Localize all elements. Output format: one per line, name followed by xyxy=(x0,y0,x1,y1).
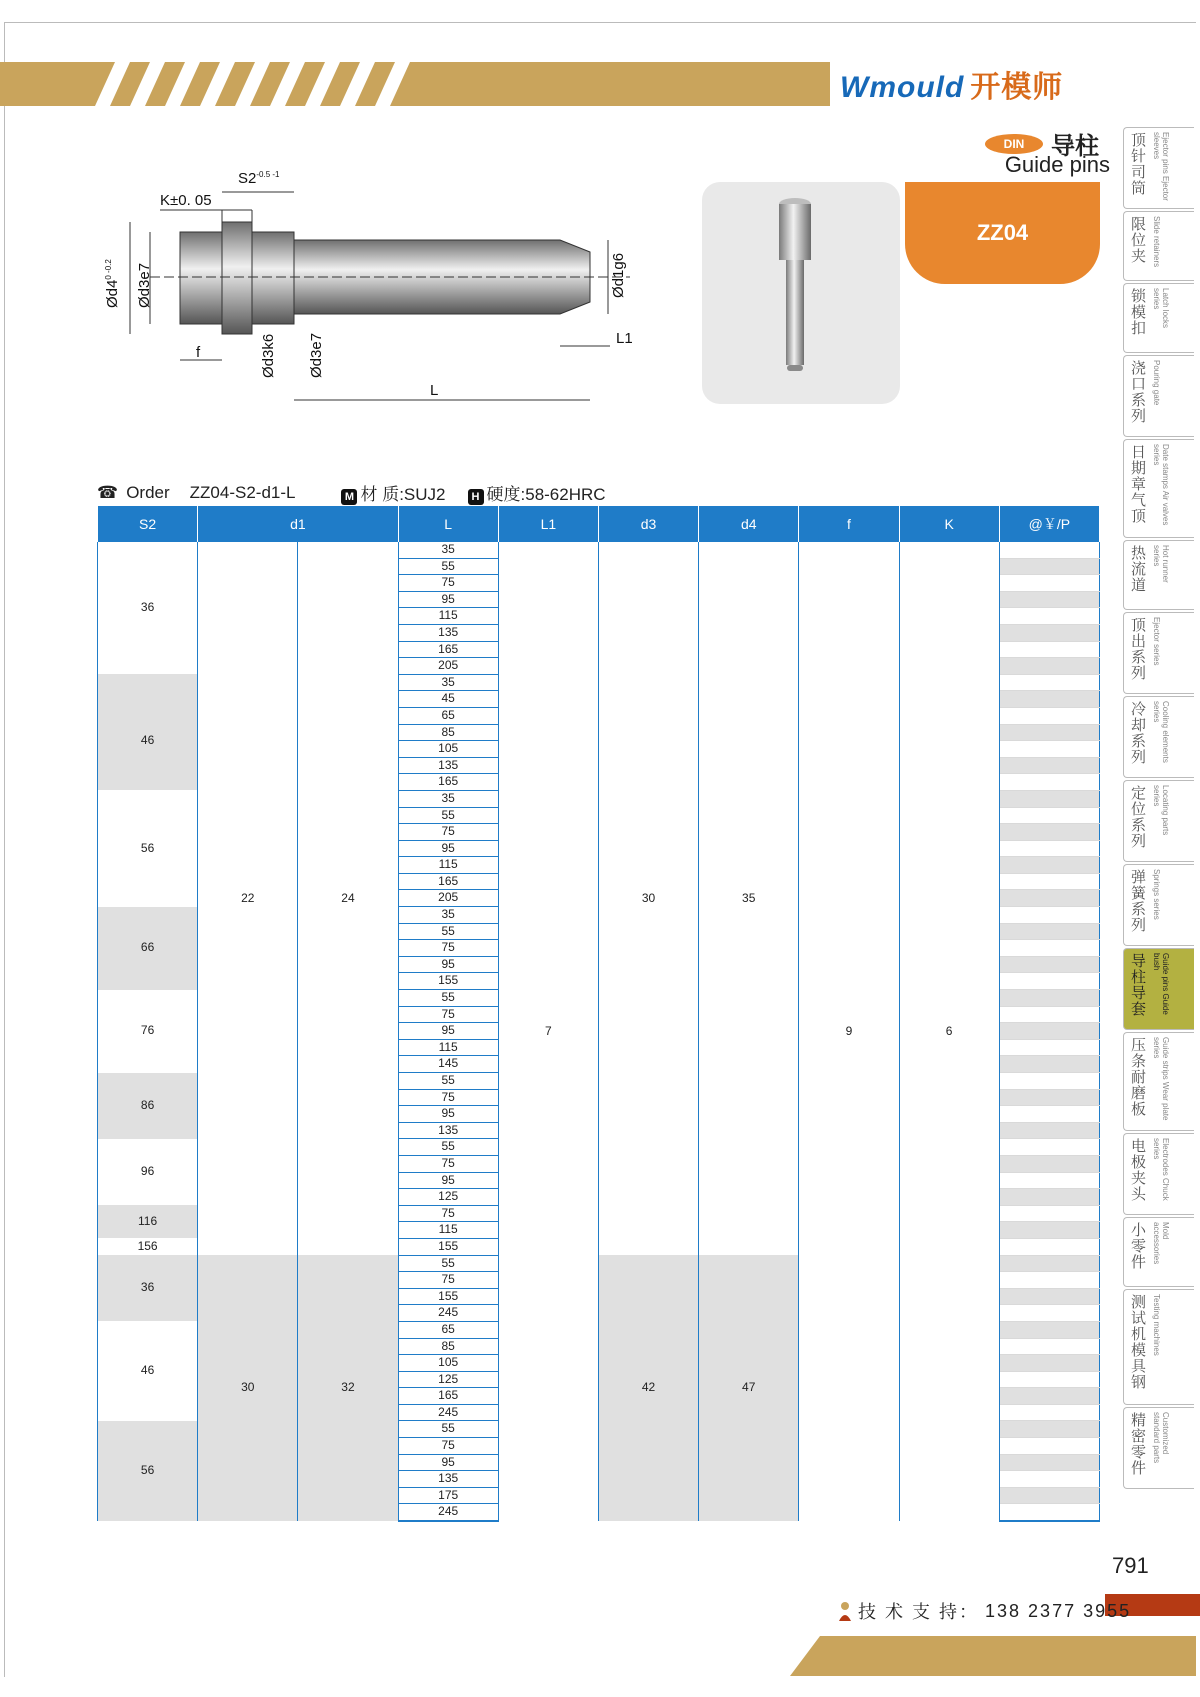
cell-l: 75 xyxy=(398,1006,498,1023)
side-tab-en-label: Guide strips Wear plate series xyxy=(1152,1037,1170,1121)
side-tab-6[interactable] xyxy=(1123,612,1194,694)
cell-l: 85 xyxy=(398,724,498,741)
col-header-price: @￥/P xyxy=(999,506,1099,542)
side-tab-label: 压条耐磨板 xyxy=(1129,1037,1146,1117)
side-tab-5[interactable] xyxy=(1123,540,1194,610)
cell-s2: 56 xyxy=(98,1421,198,1521)
cell-price[interactable] xyxy=(999,591,1099,608)
col-header-f: f xyxy=(799,506,899,542)
d4-tolerance: 0 -0.2 xyxy=(104,259,113,280)
cell-price[interactable] xyxy=(999,1073,1099,1090)
col-header-d3: d3 xyxy=(598,506,698,542)
drawing-canvas xyxy=(110,180,690,420)
cell-s2: 156 xyxy=(98,1238,198,1255)
technical-drawing xyxy=(104,170,690,420)
cell-price[interactable] xyxy=(999,1205,1099,1222)
cell-price[interactable] xyxy=(999,757,1099,774)
cell-l: 35 xyxy=(398,542,498,558)
cell-l: 175 xyxy=(398,1487,498,1504)
cell-price[interactable] xyxy=(999,1504,1099,1521)
s2-tolerance: -0.5 -1 xyxy=(256,170,280,179)
cell-d3: 30 xyxy=(598,542,698,1255)
category-side-tabs xyxy=(1123,127,1194,1491)
spec-table xyxy=(97,506,1100,1522)
d4-text: Ød4 xyxy=(104,279,121,308)
cell-l: 115 xyxy=(398,1222,498,1239)
col-header-l: L xyxy=(398,506,498,542)
phone-icon: ☎ xyxy=(97,482,119,502)
side-tab-12[interactable] xyxy=(1123,1133,1194,1215)
side-tab-en-label: Ejector series xyxy=(1152,617,1161,666)
cell-price[interactable] xyxy=(999,741,1099,758)
product-code-tab: ZZ04 xyxy=(905,182,1100,284)
side-tab-en-label: Slide retainers xyxy=(1152,216,1161,268)
side-tab-3[interactable] xyxy=(1123,355,1194,437)
cell-l: 95 xyxy=(398,1454,498,1471)
hardness-text: 硬度:58-62HRC xyxy=(486,485,606,504)
cell-price[interactable] xyxy=(999,1338,1099,1355)
cell-l: 165 xyxy=(398,774,498,791)
d4-label xyxy=(104,259,121,308)
side-tab-14[interactable] xyxy=(1123,1289,1194,1405)
cell-l: 55 xyxy=(398,1073,498,1090)
brand-logo xyxy=(840,62,1063,106)
cell-l: 165 xyxy=(398,1388,498,1405)
side-tab-label: 日期章气顶 xyxy=(1129,444,1146,524)
hardness-mark: H xyxy=(468,489,484,505)
cell-d1-a: 22 xyxy=(198,542,298,1255)
cell-price[interactable] xyxy=(999,1288,1099,1305)
d3e7-bottom-label: Ød3e7 xyxy=(308,332,325,378)
side-tab-label: 热流道 xyxy=(1129,545,1146,593)
tech-support xyxy=(838,1598,1131,1624)
cell-l: 145 xyxy=(398,1056,498,1073)
side-tab-en-label: Mold accessories xyxy=(1152,1222,1170,1265)
cell-price[interactable] xyxy=(999,575,1099,592)
side-tab-15[interactable] xyxy=(1123,1407,1194,1489)
cell-l: 205 xyxy=(398,890,498,907)
cell-l: 105 xyxy=(398,1355,498,1372)
cell-l: 125 xyxy=(398,1371,498,1388)
cell-l: 35 xyxy=(398,907,498,924)
side-tab-13[interactable] xyxy=(1123,1217,1194,1287)
cell-d1-b: 24 xyxy=(298,542,398,1255)
cell-price[interactable] xyxy=(999,990,1099,1007)
cell-d4: 47 xyxy=(699,1255,799,1521)
cell-price[interactable] xyxy=(999,674,1099,691)
din-badge: DIN xyxy=(985,134,1043,154)
cell-price[interactable] xyxy=(999,1089,1099,1106)
cell-l: 95 xyxy=(398,1172,498,1189)
cell-price[interactable] xyxy=(999,558,1099,575)
col-header-k: K xyxy=(899,506,999,542)
cell-price[interactable] xyxy=(999,1454,1099,1471)
cell-price[interactable] xyxy=(999,1355,1099,1372)
cell-s2: 46 xyxy=(98,1321,198,1421)
cell-s2: 66 xyxy=(98,907,198,990)
material-mark: M xyxy=(341,489,357,505)
cell-l: 95 xyxy=(398,591,498,608)
cell-l: 105 xyxy=(398,741,498,758)
cell-l: 55 xyxy=(398,990,498,1007)
cell-l: 205 xyxy=(398,658,498,675)
cell-l: 115 xyxy=(398,608,498,625)
product-name-cn: 导柱 xyxy=(1051,133,1099,160)
cell-l: 55 xyxy=(398,1421,498,1438)
cell-price[interactable] xyxy=(999,790,1099,807)
col-header-l1: L1 xyxy=(498,506,598,542)
cell-price[interactable] xyxy=(999,1122,1099,1139)
cell-price[interactable] xyxy=(999,1305,1099,1322)
side-tab-label: 锁模扣 xyxy=(1129,288,1146,336)
page-number: 791 xyxy=(1112,1553,1149,1578)
cell-price[interactable] xyxy=(999,624,1099,641)
cell-s2: 56 xyxy=(98,790,198,906)
side-tab-en-label: Ejector pins Ejector sleeves xyxy=(1152,132,1170,201)
cell-price[interactable] xyxy=(999,840,1099,857)
cell-l: 75 xyxy=(398,940,498,957)
cell-l: 245 xyxy=(398,1305,498,1322)
cell-s2 xyxy=(98,674,198,691)
side-tab-label: 顶针司筒 xyxy=(1129,132,1146,196)
cell-price[interactable] xyxy=(999,1106,1099,1123)
cell-l: 115 xyxy=(398,1039,498,1056)
cell-price[interactable] xyxy=(999,707,1099,724)
side-tab-8[interactable] xyxy=(1123,780,1194,862)
cell-l: 55 xyxy=(398,807,498,824)
cell-l: 165 xyxy=(398,873,498,890)
cell-price[interactable] xyxy=(999,542,1099,558)
f-label: f xyxy=(196,344,201,361)
d1g6-label: Ød1g6 xyxy=(610,252,627,298)
cell-l: 165 xyxy=(398,641,498,658)
side-tab-en-label: Date stamps Air valves series xyxy=(1152,444,1170,526)
cell-l: 135 xyxy=(398,624,498,641)
logo-text: Wmould xyxy=(840,71,965,104)
cell-l: 155 xyxy=(398,973,498,990)
cell-l: 95 xyxy=(398,956,498,973)
cell-l: 115 xyxy=(398,857,498,874)
product-photo xyxy=(702,182,900,404)
cell-l: 155 xyxy=(398,1288,498,1305)
cell-price[interactable] xyxy=(999,1006,1099,1023)
cell-price[interactable] xyxy=(999,857,1099,874)
cell-price[interactable] xyxy=(999,1255,1099,1272)
cell-l: 55 xyxy=(398,1255,498,1272)
cell-price[interactable] xyxy=(999,1421,1099,1438)
cell-price[interactable] xyxy=(999,691,1099,708)
support-label: 技 术 支 持： xyxy=(858,1602,980,1622)
cell-price[interactable] xyxy=(999,1189,1099,1206)
cell-price[interactable] xyxy=(999,890,1099,907)
side-tab-en-label: Locating parts series xyxy=(1152,785,1170,836)
table-body xyxy=(98,542,1100,1521)
cell-price[interactable] xyxy=(999,923,1099,940)
side-tab-4[interactable] xyxy=(1123,439,1194,538)
cell-s2: 46 xyxy=(98,691,198,791)
cell-price[interactable] xyxy=(999,907,1099,924)
logo-cn-text: 开模师 xyxy=(970,71,1064,104)
cell-l: 55 xyxy=(398,1139,498,1156)
cell-s2: 116 xyxy=(98,1205,198,1238)
cell-price[interactable] xyxy=(999,1222,1099,1239)
cell-l1: 7 xyxy=(498,542,598,1521)
side-tab-en-label: Guide pins Guide bush xyxy=(1152,953,1170,1015)
cell-price[interactable] xyxy=(999,1039,1099,1056)
table-row xyxy=(98,542,1100,558)
side-tab-10[interactable] xyxy=(1123,948,1194,1030)
cell-d3: 42 xyxy=(598,1255,698,1521)
cell-price[interactable] xyxy=(999,1172,1099,1189)
cell-price[interactable] xyxy=(999,1238,1099,1255)
side-tab-en-label: Springs series xyxy=(1152,869,1161,920)
cell-l: 85 xyxy=(398,1338,498,1355)
cell-l: 95 xyxy=(398,1106,498,1123)
cell-price[interactable] xyxy=(999,873,1099,890)
cell-l: 65 xyxy=(398,1321,498,1338)
side-tab-0[interactable] xyxy=(1123,127,1194,209)
side-tab-label: 导柱导套 xyxy=(1129,953,1146,1017)
cell-price[interactable] xyxy=(999,1023,1099,1040)
cell-price[interactable] xyxy=(999,1404,1099,1421)
cell-price[interactable] xyxy=(999,1487,1099,1504)
side-tab-label: 弹簧系列 xyxy=(1129,869,1146,933)
cell-price[interactable] xyxy=(999,1388,1099,1405)
footer-stripe-band xyxy=(790,1636,1196,1676)
cell-l: 45 xyxy=(398,691,498,708)
cell-d1-a: 30 xyxy=(198,1255,298,1521)
col-header-d4: d4 xyxy=(699,506,799,542)
cell-price[interactable] xyxy=(999,1321,1099,1338)
side-tab-11[interactable] xyxy=(1123,1032,1194,1131)
cell-l: 75 xyxy=(398,1272,498,1289)
cell-d4: 35 xyxy=(699,542,799,1255)
cell-l: 245 xyxy=(398,1504,498,1521)
cell-s2: 96 xyxy=(98,1139,198,1205)
cell-l: 135 xyxy=(398,1122,498,1139)
side-tab-en-label: Testing machines xyxy=(1152,1294,1161,1356)
cell-price[interactable] xyxy=(999,608,1099,625)
side-tab-en-label: Customized standard parts xyxy=(1152,1412,1170,1464)
cell-l: 65 xyxy=(398,707,498,724)
col-header-d1: d1 xyxy=(198,506,398,542)
cell-price[interactable] xyxy=(999,940,1099,957)
cell-price[interactable] xyxy=(999,641,1099,658)
cell-l: 35 xyxy=(398,790,498,807)
side-tab-label: 冷却系列 xyxy=(1129,701,1146,765)
cell-price[interactable] xyxy=(999,1438,1099,1455)
cell-l: 75 xyxy=(398,824,498,841)
cell-k: 6 xyxy=(899,542,999,1521)
side-tab-label: 浇口系列 xyxy=(1129,360,1146,424)
cell-l: 75 xyxy=(398,1438,498,1455)
cell-l: 55 xyxy=(398,923,498,940)
cell-s2: 36 xyxy=(98,542,198,674)
cell-l: 75 xyxy=(398,1089,498,1106)
side-tab-7[interactable] xyxy=(1123,696,1194,778)
d3e7-left-label: Ød3e7 xyxy=(136,262,153,308)
side-tab-en-label: Cooling elements series xyxy=(1152,701,1170,763)
cell-price[interactable] xyxy=(999,724,1099,741)
cell-d1-b: 32 xyxy=(298,1255,398,1521)
cell-price[interactable] xyxy=(999,658,1099,675)
side-tab-9[interactable] xyxy=(1123,864,1194,946)
cell-l: 135 xyxy=(398,1471,498,1488)
side-tab-label: 精密零件 xyxy=(1129,1412,1146,1476)
side-tab-label: 限位夹 xyxy=(1129,216,1146,264)
cell-price[interactable] xyxy=(999,824,1099,841)
k-label: K±0. 05 xyxy=(160,192,212,209)
cell-price[interactable] xyxy=(999,1272,1099,1289)
cell-l: 95 xyxy=(398,1023,498,1040)
cell-l: 155 xyxy=(398,1238,498,1255)
material-text: 材 质:SUJ2 xyxy=(360,485,446,504)
l-label: L xyxy=(430,382,439,399)
d3k6-label: Ød3k6 xyxy=(260,333,277,378)
side-tab-label: 测试机模具钢 xyxy=(1129,1294,1146,1390)
side-tab-label: 小零件 xyxy=(1129,1222,1146,1270)
cell-f: 9 xyxy=(799,542,899,1521)
cell-price[interactable] xyxy=(999,973,1099,990)
order-code: ZZ04-S2-d1-L xyxy=(189,482,296,502)
cell-l: 125 xyxy=(398,1189,498,1206)
cell-price[interactable] xyxy=(999,956,1099,973)
side-tab-1[interactable] xyxy=(1123,211,1194,281)
cell-price[interactable] xyxy=(999,1155,1099,1172)
side-tab-2[interactable] xyxy=(1123,283,1194,353)
cell-price[interactable] xyxy=(999,774,1099,791)
cell-s2: 36 xyxy=(98,1255,198,1321)
cell-l: 75 xyxy=(398,575,498,592)
cell-price[interactable] xyxy=(999,1056,1099,1073)
order-info xyxy=(97,480,606,505)
cell-s2: 86 xyxy=(98,1073,198,1139)
cell-price[interactable] xyxy=(999,1471,1099,1488)
l1-label: L1 xyxy=(616,330,633,347)
cell-s2: 76 xyxy=(98,990,198,1073)
cell-l: 35 xyxy=(398,674,498,691)
side-tab-label: 定位系列 xyxy=(1129,785,1146,849)
side-tab-en-label: Latch locks series xyxy=(1152,288,1170,329)
order-label: Order xyxy=(126,482,170,502)
guide-pin-image xyxy=(702,182,900,404)
cell-l: 55 xyxy=(398,558,498,575)
table-header-row xyxy=(98,506,1100,542)
side-tab-en-label: Electrodes Chuck series xyxy=(1152,1138,1170,1201)
s2-label xyxy=(238,170,279,187)
product-name-en: Guide pins xyxy=(1004,152,1110,177)
cell-price[interactable] xyxy=(999,1139,1099,1156)
s2-text: S2 xyxy=(238,170,257,187)
header-stripe-band xyxy=(0,62,830,106)
support-phone: 138 2377 3955 xyxy=(985,1600,1132,1621)
side-tab-label: 顶出系列 xyxy=(1129,617,1146,681)
cell-l: 135 xyxy=(398,757,498,774)
cell-l: 75 xyxy=(398,1155,498,1172)
cell-l: 95 xyxy=(398,840,498,857)
col-header-s2: S2 xyxy=(98,506,198,542)
cell-l: 245 xyxy=(398,1404,498,1421)
cell-price[interactable] xyxy=(999,807,1099,824)
side-tab-label: 电极夹头 xyxy=(1129,1138,1146,1202)
side-tab-en-label: Hot runner series xyxy=(1152,545,1170,583)
support-person-icon xyxy=(838,1601,852,1621)
cell-l: 75 xyxy=(398,1205,498,1222)
side-tab-en-label: Pouring gate xyxy=(1152,360,1161,406)
cell-price[interactable] xyxy=(999,1371,1099,1388)
